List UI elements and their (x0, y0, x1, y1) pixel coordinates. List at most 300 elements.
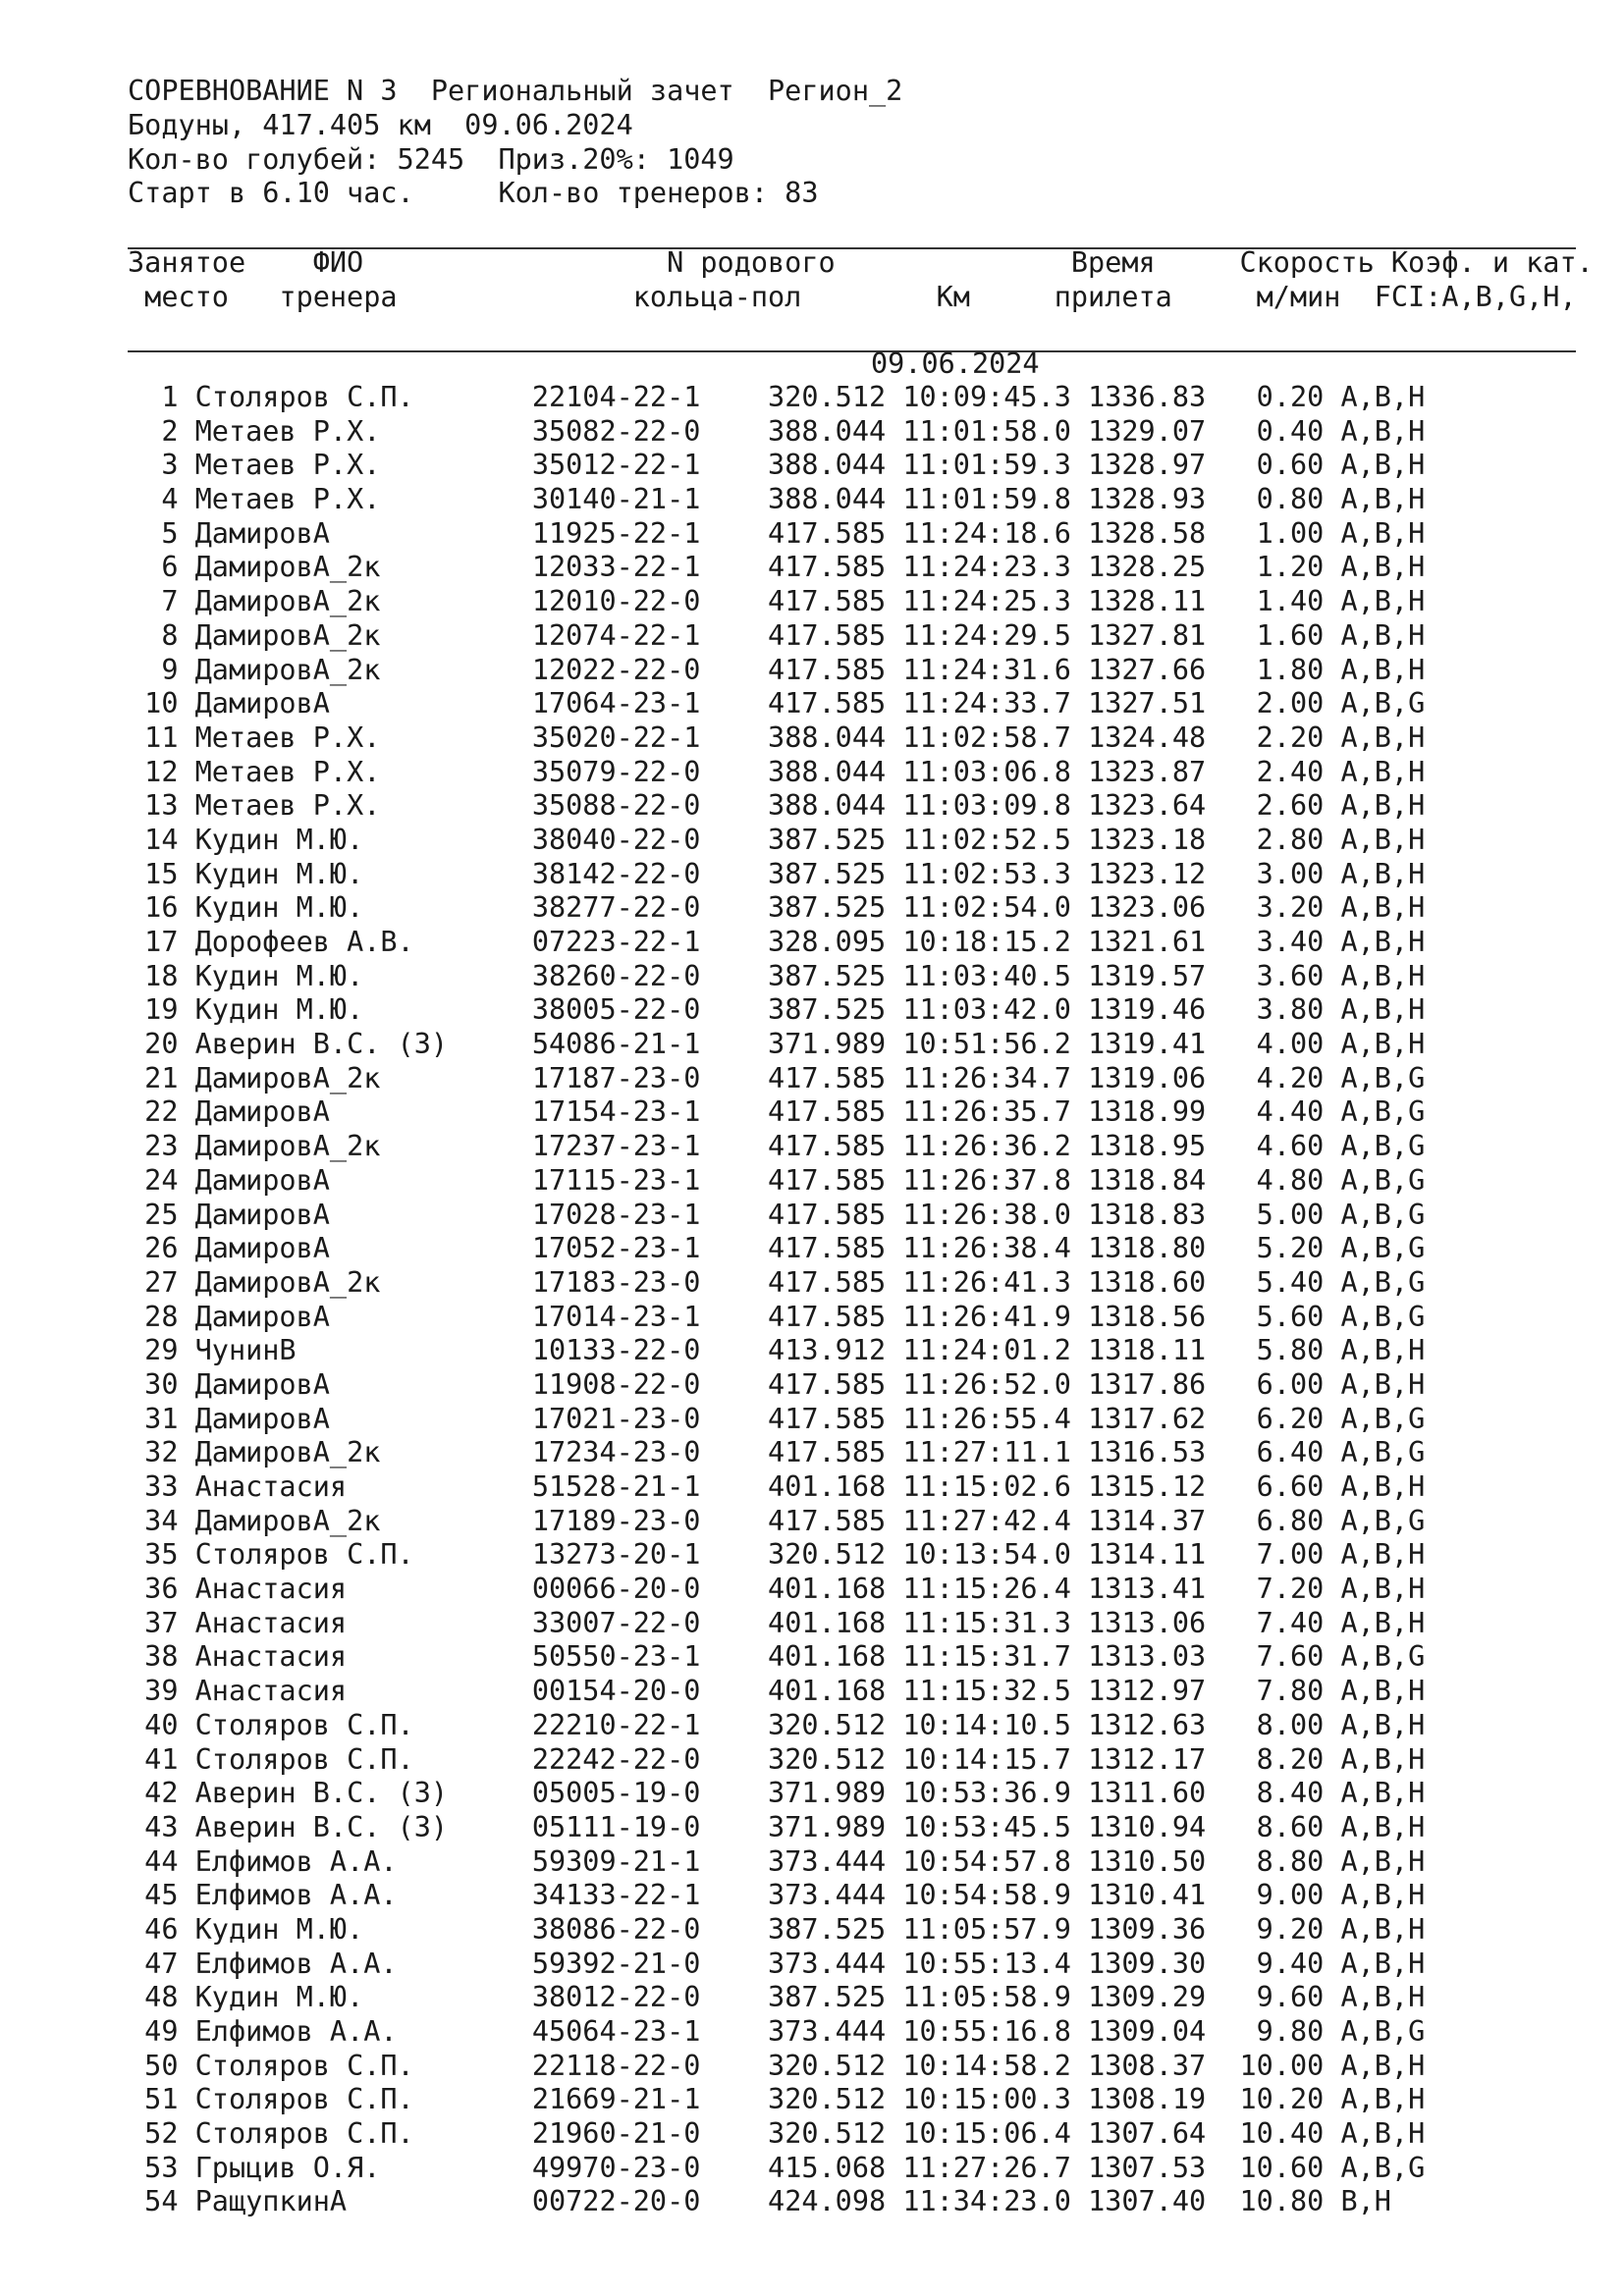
place-cell: 15 (128, 857, 195, 890)
speed-cell: 1312.17 (1088, 1742, 1223, 1776)
table-row (128, 2185, 1425, 2219)
speed-cell: 1309.36 (1088, 1912, 1223, 1946)
time-cell: 11:01:59.8 (902, 483, 1089, 516)
km-cell: 387.525 (717, 1912, 903, 1946)
table-row (128, 1913, 1425, 1948)
ring-cell: 10133-22-0 (531, 1334, 718, 1367)
category-cell: A,B,G (1340, 2015, 1426, 2048)
trainer-cell: ДамировА (194, 1300, 532, 1333)
trainer-cell: Метаев Р.Х. (194, 789, 532, 823)
table-row (128, 993, 1425, 1028)
release-point-line: Бодуны, 417.405 км 09.06.2024 (128, 108, 633, 141)
trainer-cell: Елфимов А.А. (194, 1844, 532, 1878)
coef-cell: 7.60 (1222, 1640, 1341, 1674)
coef-cell: 9.00 (1222, 1879, 1341, 1912)
speed-cell: 1316.53 (1088, 1436, 1223, 1469)
time-cell: 11:05:58.9 (902, 1981, 1089, 2014)
competition-title: СОРЕВНОВАНИЕ N 3 Региональный зачет Регион_2 (128, 75, 903, 107)
coef-cell: 4.40 (1222, 1095, 1341, 1129)
ring-cell: 45064-23-1 (531, 2015, 718, 2048)
coef-cell: 2.00 (1222, 687, 1341, 721)
category-cell: A,B,H (1340, 1810, 1426, 1843)
table-row (128, 1505, 1425, 1539)
coef-cell: 6.80 (1222, 1504, 1341, 1537)
category-cell: A,B,H (1340, 1844, 1426, 1878)
start-line: Старт в 6.10 час. Кол-во тренеров: 83 (128, 177, 819, 210)
category-cell: A,B,G (1340, 1095, 1426, 1129)
coef-cell: 0.40 (1222, 414, 1341, 448)
time-cell: 11:15:31.7 (902, 1640, 1089, 1674)
speed-cell: 1318.11 (1088, 1334, 1223, 1367)
speed-cell: 1307.53 (1088, 2151, 1223, 2184)
trainer-cell: Столяров С.П. (194, 381, 532, 413)
trainer-cell: Кудин М.Ю. (194, 993, 532, 1027)
trainer-cell: ДамировА (194, 1402, 532, 1435)
category-cell: A,B,H (1340, 618, 1426, 652)
speed-cell: 1319.41 (1088, 1028, 1223, 1061)
place-cell: 18 (128, 959, 195, 992)
coef-cell: 1.20 (1222, 551, 1341, 584)
ring-cell: 13273-20-1 (531, 1538, 718, 1572)
ring-cell: 17154-23-1 (531, 1095, 718, 1129)
ring-cell: 17189-23-0 (531, 1504, 718, 1537)
km-cell: 320.512 (717, 2083, 903, 2116)
coef-cell: 5.00 (1222, 1198, 1341, 1231)
trainer-cell: Столяров С.П. (194, 2049, 532, 2082)
speed-cell: 1318.60 (1088, 1265, 1223, 1299)
category-cell: A,B,H (1340, 2117, 1426, 2151)
table-row (128, 1743, 1425, 1778)
table-row (128, 654, 1425, 688)
ring-cell: 33007-22-0 (531, 1606, 718, 1639)
ring-cell: 54086-21-1 (531, 1028, 718, 1061)
ring-cell: 34133-22-1 (531, 1879, 718, 1912)
table-row (128, 1879, 1425, 1913)
time-cell: 10:15:06.4 (902, 2117, 1089, 2151)
km-cell: 387.525 (717, 1981, 903, 2014)
time-cell: 10:54:57.8 (902, 1844, 1089, 1878)
speed-cell: 1315.12 (1088, 1470, 1223, 1503)
place-cell: 52 (128, 2117, 195, 2151)
km-cell: 320.512 (717, 2117, 903, 2151)
trainer-cell: ДамировА (194, 516, 532, 550)
time-cell: 11:24:33.7 (902, 687, 1089, 721)
km-cell: 417.585 (717, 1198, 903, 1231)
table-row (128, 1403, 1425, 1437)
coef-cell: 4.00 (1222, 1028, 1341, 1061)
time-cell: 10:53:36.9 (902, 1777, 1089, 1810)
category-cell: A,B,H (1340, 891, 1426, 925)
time-cell: 11:01:58.0 (902, 414, 1089, 448)
place-cell: 45 (128, 1879, 195, 1912)
trainer-cell: Метаев Р.Х. (194, 755, 532, 788)
category-cell: A,B,H (1340, 2049, 1426, 2082)
speed-cell: 1317.86 (1088, 1367, 1223, 1401)
trainer-cell: Столяров С.П. (194, 1538, 532, 1572)
speed-cell: 1328.25 (1088, 551, 1223, 584)
speed-cell: 1329.07 (1088, 414, 1223, 448)
speed-cell: 1323.18 (1088, 823, 1223, 856)
trainer-cell: Анастасия (194, 1606, 532, 1639)
coef-cell: 9.60 (1222, 1981, 1341, 2014)
trainer-cell: ДамировА_2к (194, 1504, 532, 1537)
coef-cell: 9.20 (1222, 1912, 1341, 1946)
place-cell: 43 (128, 1810, 195, 1843)
ring-cell: 22118-22-0 (531, 2049, 718, 2082)
speed-cell: 1318.99 (1088, 1095, 1223, 1129)
time-cell: 10:55:13.4 (902, 1947, 1089, 1980)
km-cell: 417.585 (717, 653, 903, 686)
km-cell: 401.168 (717, 1640, 903, 1674)
table-row (128, 687, 1425, 721)
time-cell: 10:54:58.9 (902, 1879, 1089, 1912)
table-row (128, 1062, 1425, 1096)
category-cell: A,B,H (1340, 585, 1426, 618)
table-row (128, 756, 1425, 790)
table-row (128, 1470, 1425, 1505)
table-row (128, 1164, 1425, 1199)
place-cell: 48 (128, 1981, 195, 2014)
coef-cell: 1.40 (1222, 585, 1341, 618)
category-cell: A,B,H (1340, 1573, 1426, 1606)
place-cell: 24 (128, 1163, 195, 1197)
km-cell: 417.585 (717, 1265, 903, 1299)
speed-cell: 1310.94 (1088, 1810, 1223, 1843)
place-cell: 33 (128, 1470, 195, 1503)
speed-cell: 1313.41 (1088, 1573, 1223, 1606)
coef-cell: 3.00 (1222, 857, 1341, 890)
table-row (128, 1777, 1425, 1811)
coef-cell: 3.40 (1222, 926, 1341, 958)
time-cell: 11:24:01.2 (902, 1334, 1089, 1367)
report-header (128, 75, 902, 211)
time-cell: 11:27:26.7 (902, 2151, 1089, 2184)
category-cell: A,B,H (1340, 1606, 1426, 1639)
category-cell: A,B,H (1340, 414, 1426, 448)
coef-cell: 10.40 (1222, 2117, 1341, 2151)
table-row (128, 1607, 1425, 1641)
time-cell: 11:03:06.8 (902, 755, 1089, 788)
trainer-cell: ДамировА_2к (194, 585, 532, 618)
ring-cell: 12033-22-1 (531, 551, 718, 584)
trainer-cell: ДамировА_2к (194, 1061, 532, 1095)
place-cell: 17 (128, 926, 195, 958)
category-cell: A,B,H (1340, 1334, 1426, 1367)
ring-cell: 21669-21-1 (531, 2083, 718, 2116)
km-cell: 417.585 (717, 1163, 903, 1197)
coef-cell: 6.60 (1222, 1470, 1341, 1503)
trainer-cell: Кудин М.Ю. (194, 891, 532, 925)
speed-cell: 1310.50 (1088, 1844, 1223, 1878)
coef-cell: 5.40 (1222, 1265, 1341, 1299)
category-cell: A,B,H (1340, 1947, 1426, 1980)
category-cell: A,B,G (1340, 1504, 1426, 1537)
km-cell: 417.585 (717, 1504, 903, 1537)
coef-cell: 0.80 (1222, 483, 1341, 516)
place-cell: 22 (128, 1095, 195, 1129)
table-row (128, 926, 1425, 960)
table-row (128, 2152, 1425, 2186)
trainer-cell: Кудин М.Ю. (194, 959, 532, 992)
place-cell: 7 (128, 585, 195, 618)
speed-cell: 1323.64 (1088, 789, 1223, 823)
table-row (128, 585, 1425, 619)
table-row (128, 1232, 1425, 1266)
km-cell: 417.585 (717, 1130, 903, 1163)
category-cell: A,B,H (1340, 1538, 1426, 1572)
speed-cell: 1318.56 (1088, 1300, 1223, 1333)
time-cell: 11:27:11.1 (902, 1436, 1089, 1469)
place-cell: 46 (128, 1912, 195, 1946)
coef-cell: 9.40 (1222, 1947, 1341, 1980)
table-row (128, 1709, 1425, 1743)
category-cell: A,B,H (1340, 516, 1426, 550)
place-cell: 8 (128, 618, 195, 652)
place-cell: 35 (128, 1538, 195, 1572)
km-cell: 401.168 (717, 1606, 903, 1639)
table-row (128, 1095, 1425, 1130)
table-row (128, 1436, 1425, 1470)
time-cell: 11:15:31.3 (902, 1606, 1089, 1639)
speed-cell: 1321.61 (1088, 926, 1223, 958)
time-cell: 11:26:52.0 (902, 1367, 1089, 1401)
table-row (128, 1368, 1425, 1403)
trainer-cell: Елфимов А.А. (194, 1947, 532, 1980)
column-header-line-1: Занятое ФИО N родового Время Скорость Коэф. и кат. (128, 246, 1594, 279)
category-cell: A,B,G (1340, 1198, 1426, 1231)
category-cell: A,B,H (1340, 483, 1426, 516)
table-row (128, 721, 1425, 756)
category-cell: A,B,H (1340, 1470, 1426, 1503)
speed-cell: 1323.06 (1088, 891, 1223, 925)
km-cell: 417.585 (717, 585, 903, 618)
table-row (128, 381, 1425, 415)
trainer-cell: ДамировА (194, 687, 532, 721)
trainer-cell: Аверин В.С. (З) (194, 1777, 532, 1810)
place-cell: 47 (128, 1947, 195, 1980)
place-cell: 36 (128, 1573, 195, 1606)
ring-cell: 59309-21-1 (531, 1844, 718, 1878)
category-cell: A,B,G (1340, 2151, 1426, 2184)
column-headers (128, 246, 1594, 315)
category-cell: A,B,H (1340, 1981, 1426, 2014)
speed-cell: 1328.11 (1088, 585, 1223, 618)
km-cell: 417.585 (717, 687, 903, 721)
time-cell: 10:09:45.3 (902, 381, 1089, 413)
coef-cell: 8.20 (1222, 1742, 1341, 1776)
ring-cell: 05111-19-0 (531, 1810, 718, 1843)
trainer-cell: Столяров С.П. (194, 2083, 532, 2116)
table-row (128, 551, 1425, 585)
trainer-cell: ДамировА_2к (194, 1130, 532, 1163)
km-cell: 387.525 (717, 823, 903, 856)
km-cell: 417.585 (717, 516, 903, 550)
coef-cell: 0.20 (1222, 381, 1341, 413)
time-cell: 11:26:41.9 (902, 1300, 1089, 1333)
trainer-cell: Аверин В.С. (З) (194, 1028, 532, 1061)
category-cell: B,H (1340, 2185, 1391, 2218)
place-cell: 31 (128, 1402, 195, 1435)
time-cell: 11:27:42.4 (902, 1504, 1089, 1537)
time-cell: 10:14:58.2 (902, 2049, 1089, 2082)
table-row (128, 1948, 1425, 1982)
speed-cell: 1317.62 (1088, 1402, 1223, 1435)
speed-cell: 1313.03 (1088, 1640, 1223, 1674)
time-cell: 11:24:31.6 (902, 653, 1089, 686)
km-cell: 417.585 (717, 551, 903, 584)
speed-cell: 1309.04 (1088, 2015, 1223, 2048)
trainer-cell: Елфимов А.А. (194, 2015, 532, 2048)
time-cell: 11:26:55.4 (902, 1402, 1089, 1435)
table-row (128, 789, 1425, 824)
km-cell: 373.444 (717, 1844, 903, 1878)
km-cell: 417.585 (717, 1095, 903, 1129)
coef-cell: 10.60 (1222, 2151, 1341, 2184)
time-cell: 11:26:38.0 (902, 1198, 1089, 1231)
time-cell: 11:26:37.8 (902, 1163, 1089, 1197)
category-cell: A,B,H (1340, 653, 1426, 686)
table-row (128, 1266, 1425, 1301)
table-row (128, 1981, 1425, 2015)
coef-cell: 10.20 (1222, 2083, 1341, 2116)
speed-cell: 1314.11 (1088, 1538, 1223, 1572)
trainer-cell: Метаев Р.Х. (194, 721, 532, 754)
table-row (128, 1028, 1425, 1062)
category-cell: A,B,H (1340, 789, 1426, 823)
km-cell: 417.585 (717, 1367, 903, 1401)
ring-cell: 38086-22-0 (531, 1912, 718, 1946)
coef-cell: 6.20 (1222, 1402, 1341, 1435)
coef-cell: 8.40 (1222, 1777, 1341, 1810)
ring-cell: 38142-22-0 (531, 857, 718, 890)
km-cell: 417.585 (717, 1436, 903, 1469)
coef-cell: 2.60 (1222, 789, 1341, 823)
coef-cell: 5.20 (1222, 1232, 1341, 1265)
trainer-cell: Кудин М.Ю. (194, 823, 532, 856)
table-row (128, 858, 1425, 892)
time-cell: 11:03:40.5 (902, 959, 1089, 992)
table-row (128, 1199, 1425, 1233)
km-cell: 415.068 (717, 2151, 903, 2184)
place-cell: 41 (128, 1742, 195, 1776)
column-header-line-2: место тренера кольца-пол Км прилета м/мин FCI:A,B,G,H, (128, 280, 1577, 313)
place-cell: 54 (128, 2185, 195, 2218)
ring-cell: 17115-23-1 (531, 1163, 718, 1197)
category-cell: A,B,H (1340, 926, 1426, 958)
km-cell: 371.989 (717, 1810, 903, 1843)
time-cell: 11:26:36.2 (902, 1130, 1089, 1163)
ring-cell: 05005-19-0 (531, 1777, 718, 1810)
coef-cell: 8.00 (1222, 1708, 1341, 1741)
trainer-cell: Метаев Р.Х. (194, 483, 532, 516)
time-cell: 11:15:02.6 (902, 1470, 1089, 1503)
coef-cell: 9.80 (1222, 2015, 1341, 2048)
coef-cell: 1.00 (1222, 516, 1341, 550)
trainer-cell: ДамировА (194, 1095, 532, 1129)
speed-cell: 1318.80 (1088, 1232, 1223, 1265)
coef-cell: 7.00 (1222, 1538, 1341, 1572)
km-cell: 320.512 (717, 1538, 903, 1572)
table-row (128, 483, 1425, 517)
place-cell: 29 (128, 1334, 195, 1367)
time-cell: 10:55:16.8 (902, 2015, 1089, 2048)
speed-cell: 1314.37 (1088, 1504, 1223, 1537)
time-cell: 11:02:53.3 (902, 857, 1089, 890)
place-cell: 40 (128, 1708, 195, 1741)
place-cell: 14 (128, 823, 195, 856)
speed-cell: 1318.83 (1088, 1198, 1223, 1231)
trainer-cell: Анастасия (194, 1675, 532, 1708)
time-cell: 11:24:25.3 (902, 585, 1089, 618)
results-table (128, 381, 1425, 2219)
time-cell: 10:15:00.3 (902, 2083, 1089, 2116)
table-row (128, 1811, 1425, 1845)
speed-cell: 1327.81 (1088, 618, 1223, 652)
km-cell: 401.168 (717, 1675, 903, 1708)
speed-cell: 1307.64 (1088, 2117, 1223, 2151)
ring-cell: 22242-22-0 (531, 1742, 718, 1776)
table-row (128, 891, 1425, 926)
time-cell: 11:26:41.3 (902, 1265, 1089, 1299)
coef-cell: 5.60 (1222, 1300, 1341, 1333)
trainer-cell: Столяров С.П. (194, 1742, 532, 1776)
place-cell: 10 (128, 687, 195, 721)
place-cell: 25 (128, 1198, 195, 1231)
ring-cell: 17021-23-0 (531, 1402, 718, 1435)
coef-cell: 5.80 (1222, 1334, 1341, 1367)
ring-cell: 35082-22-0 (531, 414, 718, 448)
trainer-cell: ДамировА (194, 1232, 532, 1265)
speed-cell: 1308.37 (1088, 2049, 1223, 2082)
speed-cell: 1310.41 (1088, 1879, 1223, 1912)
coef-cell: 4.20 (1222, 1061, 1341, 1095)
km-cell: 417.585 (717, 1061, 903, 1095)
place-cell: 11 (128, 721, 195, 754)
coef-cell: 3.80 (1222, 993, 1341, 1027)
speed-cell: 1312.97 (1088, 1675, 1223, 1708)
speed-cell: 1328.97 (1088, 449, 1223, 482)
km-cell: 388.044 (717, 483, 903, 516)
place-cell: 37 (128, 1606, 195, 1639)
place-cell: 13 (128, 789, 195, 823)
table-row (128, 2015, 1425, 2050)
ring-cell: 00066-20-0 (531, 1573, 718, 1606)
category-cell: A,B,G (1340, 687, 1426, 721)
category-cell: A,B,H (1340, 823, 1426, 856)
category-cell: A,B,H (1340, 1675, 1426, 1708)
ring-cell: 38260-22-0 (531, 959, 718, 992)
ring-cell: 49970-23-0 (531, 2151, 718, 2184)
trainer-cell: ДамировА (194, 1163, 532, 1197)
time-cell: 10:53:45.5 (902, 1810, 1089, 1843)
place-cell: 16 (128, 891, 195, 925)
category-cell: A,B,H (1340, 1777, 1426, 1810)
time-cell: 11:02:54.0 (902, 891, 1089, 925)
category-cell: A,B,H (1340, 1708, 1426, 1741)
coef-cell: 2.80 (1222, 823, 1341, 856)
time-cell: 11:02:58.7 (902, 721, 1089, 754)
km-cell: 388.044 (717, 449, 903, 482)
trainer-cell: Метаев Р.Х. (194, 414, 532, 448)
place-cell: 26 (128, 1232, 195, 1265)
ring-cell: 51528-21-1 (531, 1470, 718, 1503)
place-cell: 50 (128, 2049, 195, 2082)
coef-cell: 6.40 (1222, 1436, 1341, 1469)
ring-cell: 50550-23-1 (531, 1640, 718, 1674)
category-cell: A,B,H (1340, 857, 1426, 890)
coef-cell: 3.60 (1222, 959, 1341, 992)
speed-cell: 1319.46 (1088, 993, 1223, 1027)
